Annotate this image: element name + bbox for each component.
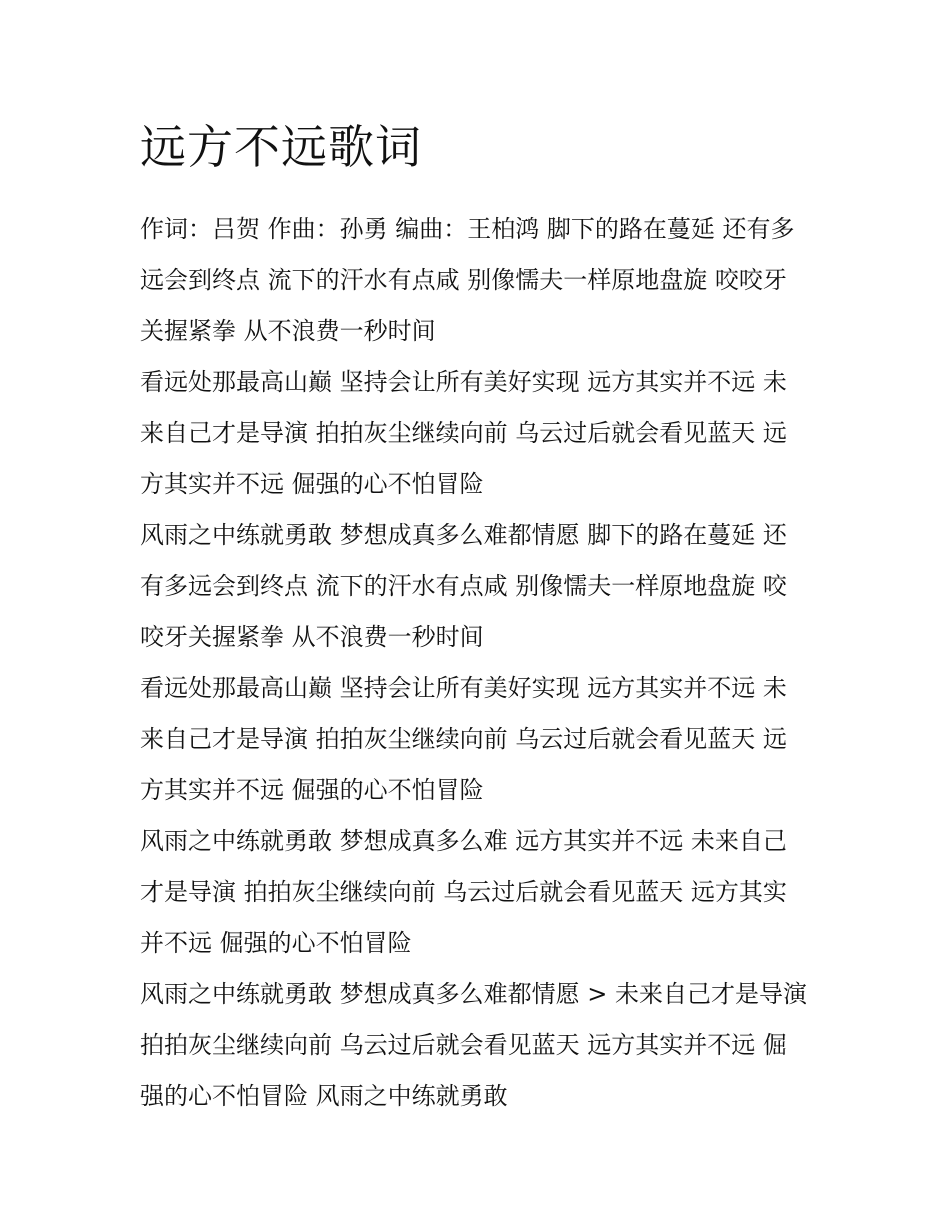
lyrics-paragraph: 作词：吕贺 作曲：孙勇 编曲：王柏鸿 脚下的路在蔓延 还有多远会到终点 流下的汗水有点咸 别像懦夫一样原地盘旋 咬咬牙关握紧拳 从不浪费一秒时间	[140, 215, 795, 345]
document-page	[140, 112, 810, 1122]
lyrics-body	[140, 204, 810, 1122]
lyrics-paragraph: 看远处那最高山巅 坚持会让所有美好实现 远方其实并不远 未来自己才是导演 拍拍灰尘继续向前 乌云过后就会看见蓝天 远方其实并不远 倔强的心不怕冒险	[140, 674, 787, 804]
page-title: 远方不远歌词	[140, 120, 422, 174]
lyrics-paragraph: 风雨之中练就勇敢 梦想成真多么难 远方其实并不远 未来自己才是导演 拍拍灰尘继续向前 乌云过后就会看见蓝天 远方其实并不远 倔强的心不怕冒险	[140, 827, 787, 957]
lyrics-paragraph: 看远处那最高山巅 坚持会让所有美好实现 远方其实并不远 未来自己才是导演 拍拍灰尘继续向前 乌云过后就会看见蓝天 远方其实并不远 倔强的心不怕冒险	[140, 368, 787, 498]
lyrics-paragraph: 风雨之中练就勇敢 梦想成真多么难都情愿 > 未来自己才是导演 拍拍灰尘继续向前 乌云过后就会看见蓝天 远方其实并不远 倔强的心不怕冒险 风雨之中练就勇敢	[140, 980, 807, 1110]
lyrics-paragraph: 风雨之中练就勇敢 梦想成真多么难都情愿 脚下的路在蔓延 还有多远会到终点 流下的汗水有点咸 别像懦夫一样原地盘旋 咬咬牙关握紧拳 从不浪费一秒时间	[140, 521, 787, 651]
